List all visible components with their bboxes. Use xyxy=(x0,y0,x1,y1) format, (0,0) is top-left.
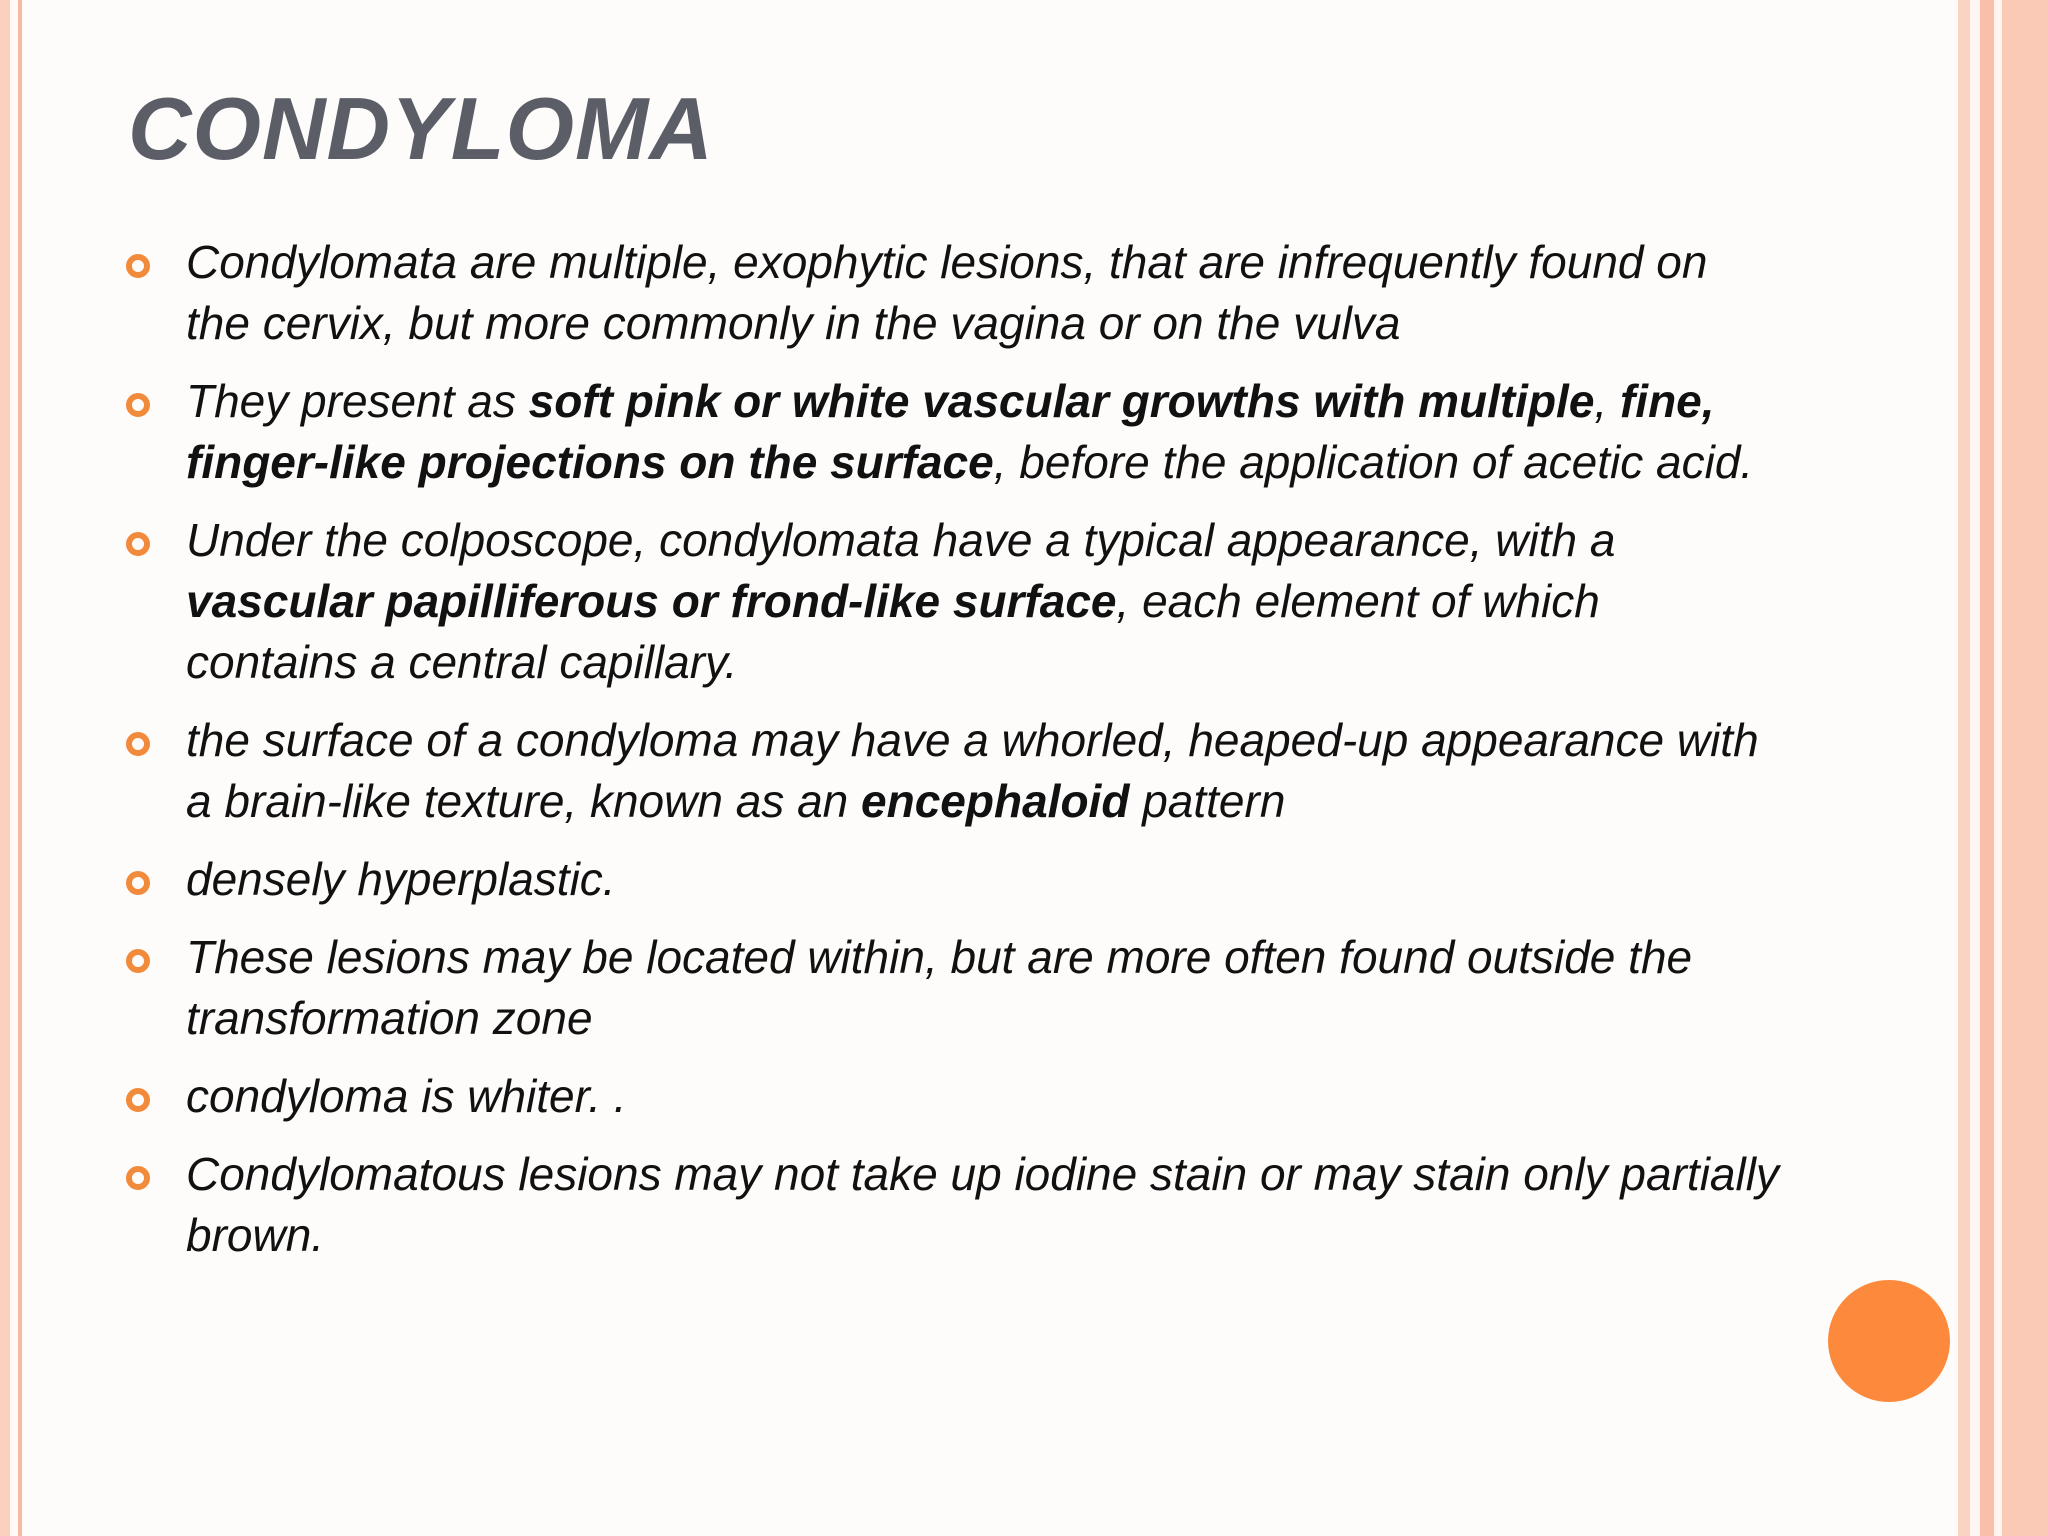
bullet-text-bold: soft pink or white vascular growths with multiple xyxy=(528,375,1595,427)
circle-bullet-icon xyxy=(126,871,150,895)
bullet-item xyxy=(120,849,1780,910)
slide-title: CONDYLOMA xyxy=(128,79,714,178)
right-stripe xyxy=(1980,0,1994,1536)
right-stripe xyxy=(1970,0,1980,1536)
bullet-item xyxy=(120,927,1780,1049)
circle-bullet-icon xyxy=(126,1166,150,1190)
right-stripe xyxy=(1994,0,2002,1536)
circle-bullet-icon xyxy=(126,732,150,756)
circle-bullet-icon xyxy=(126,254,150,278)
bullet-text-segment: These lesions may be located within, but are more often found outside the transformation zone xyxy=(186,931,1693,1044)
bullet-item xyxy=(120,710,1780,832)
bullet-list xyxy=(120,232,1780,1283)
bullet-text-segment: Condylomatous lesions may not take up iodine stain or may stain only partially brown. xyxy=(186,1148,1779,1261)
bullet-text-segment: condyloma is whiter. . xyxy=(186,1070,627,1122)
bullet-text xyxy=(186,853,616,905)
bullet-text xyxy=(186,1070,627,1122)
bullet-text-segment: the surface of a condyloma may have a whorled, heaped-up appearance with a brain-like texture, known as an xyxy=(186,714,1759,827)
bullet-text-segment: , each element of which contains a central capillary. xyxy=(186,575,1600,688)
bullet-text-segment: pattern xyxy=(1129,775,1286,827)
bullet-text-bold: fine, finger-like projections on the surface xyxy=(186,375,1715,488)
bullet-text-segment: Condylomata are multiple, exophytic lesions, that are infrequently found on the cervix, but more commonly in the vagina or on the vulva xyxy=(186,236,1708,349)
circle-bullet-icon xyxy=(126,393,150,417)
right-stripe xyxy=(1958,0,1970,1536)
right-decorative-stripes xyxy=(1958,0,2048,1536)
bullet-item xyxy=(120,1144,1780,1266)
left-border-inner xyxy=(18,0,22,1536)
bullet-text-bold: encephaloid xyxy=(861,775,1130,827)
left-border xyxy=(0,0,10,1536)
bullet-item xyxy=(120,232,1780,354)
bullet-text xyxy=(186,714,1759,827)
circle-bullet-icon xyxy=(126,949,150,973)
bullet-item xyxy=(120,510,1780,693)
bullet-text-segment: densely hyperplastic. xyxy=(186,853,616,905)
right-stripe xyxy=(2002,0,2048,1536)
circle-bullet-icon xyxy=(126,1088,150,1112)
orange-circle-decoration xyxy=(1828,1280,1950,1402)
bullet-item xyxy=(120,1066,1780,1127)
bullet-text xyxy=(186,514,1615,688)
bullet-text-segment: , before the application of acetic acid. xyxy=(993,436,1754,488)
bullet-text xyxy=(186,375,1753,488)
bullet-text-segment: , xyxy=(1594,375,1620,427)
left-border-gap xyxy=(10,0,18,1536)
bullet-text-bold: vascular papilliferous or frond-like surface xyxy=(186,575,1117,627)
bullet-text xyxy=(186,1148,1779,1261)
bullet-text-segment: Under the colposcope, condylomata have a typical appearance, with a xyxy=(186,514,1616,566)
bullet-item xyxy=(120,371,1780,493)
circle-bullet-icon xyxy=(126,532,150,556)
bullet-text xyxy=(186,236,1707,349)
bullet-text xyxy=(186,931,1692,1044)
bullet-text-segment: They present as xyxy=(186,375,529,427)
